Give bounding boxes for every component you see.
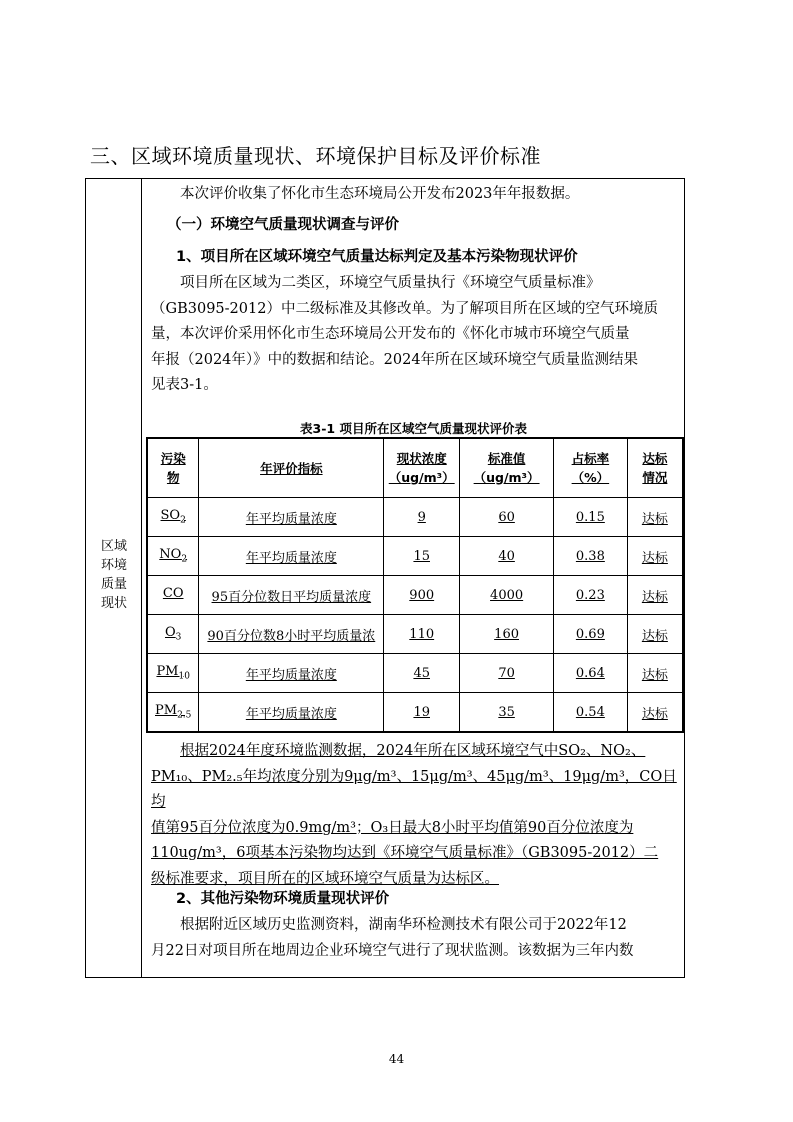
header-ratio: 占标率 （%） <box>554 438 628 498</box>
cell-standard: 160 <box>460 615 554 654</box>
cell-concentration: 15 <box>384 537 460 576</box>
cell-indicator: 90百分位数8小时平均质量浓 <box>199 615 384 654</box>
side-label-line: 质量 <box>100 577 127 592</box>
cell-standard: 70 <box>460 654 554 693</box>
cell-status: 达标 <box>627 693 683 733</box>
cell-pollutant: CO <box>147 576 199 615</box>
cell-concentration: 9 <box>384 498 460 537</box>
paragraph-line: 项目所在区域为二类区，环境空气质量执行《环境空气质量标准》 <box>180 275 601 291</box>
side-column <box>86 179 142 977</box>
section-title: 三、区域环境质量现状、环境保护目标及评价标准 <box>90 144 541 168</box>
cell-ratio: 0.15 <box>554 498 628 537</box>
side-label <box>86 537 142 613</box>
cell-concentration: 110 <box>384 615 460 654</box>
header-status: 达标 情况 <box>627 438 683 498</box>
paragraph-line: 月22日对项目所在地周边企业环境空气进行了现状监测。该数据为三年内数 <box>151 942 634 959</box>
content-frame <box>85 178 685 978</box>
paragraph-line: 110ug/m³，6项基本污染物均达到《环境空气质量标准》（GB3095-2012）二 <box>151 845 659 861</box>
cell-standard: 35 <box>460 693 554 733</box>
air-quality-table <box>146 437 684 733</box>
cell-status: 达标 <box>627 576 683 615</box>
cell-indicator: 年平均质量浓度 <box>199 537 384 576</box>
paragraph-line: 值第95百分位浓度为0.9mg/m³；O₃日最大8小时平均值第90百分位浓度为 <box>151 819 634 836</box>
paragraph-2 <box>151 739 678 892</box>
table-row <box>147 498 683 537</box>
paragraph-line: （GB3095-2012）中二级标准及其修改单。为了解项目所在区域的空气环境质 <box>151 300 658 317</box>
cell-indicator: 年平均质量浓度 <box>199 693 384 733</box>
paragraph-line: 年报（2024年）》中的数据和结论。2024年所在区域环境空气质量监测结果 <box>151 351 639 368</box>
cell-standard: 40 <box>460 537 554 576</box>
cell-indicator: 年平均质量浓度 <box>199 654 384 693</box>
cell-standard: 60 <box>460 498 554 537</box>
table-header-row <box>147 438 683 498</box>
cell-ratio: 0.23 <box>554 576 628 615</box>
table-row <box>147 693 683 733</box>
cell-pollutant: $PM_{2.5}$ <box>147 693 199 733</box>
cell-indicator: 年平均质量浓度 <box>199 498 384 537</box>
cell-ratio: 0.38 <box>554 537 628 576</box>
header-indicator: 年评价指标 <box>199 438 384 498</box>
cell-indicator: 95百分位数日平均质量浓度 <box>199 576 384 615</box>
paragraph-1 <box>151 271 678 399</box>
paragraph-3 <box>151 913 678 964</box>
cell-ratio: 0.69 <box>554 615 628 654</box>
paragraph-line: 见表3-1。 <box>151 377 218 393</box>
heading-other-pollutants: 2、其他污染物环境质量现状评价 <box>176 891 390 907</box>
heading-air-quality: （一）环境空气质量现状调查与评价 <box>167 217 399 233</box>
table-caption: 表3-1 项目所在区域空气质量现状评价表 <box>300 421 527 436</box>
table-row <box>147 537 683 576</box>
cell-pollutant: $PM_{10}$ <box>147 654 199 693</box>
paragraph-line: PM₁₀、PM₂.₅年均浓度分别为9μg/m³、15μg/m³、45μg/m³、19μg/m³，CO日均 <box>151 768 677 810</box>
cell-status: 达标 <box>627 537 683 576</box>
cell-ratio: 0.54 <box>554 693 628 733</box>
paragraph-line: 根据附近区域历史监测资料，湖南华环检测技术有限公司于2022年12 <box>180 917 627 933</box>
side-label-line: 区域 <box>100 539 127 554</box>
cell-ratio: 0.64 <box>554 654 628 693</box>
page-number: 44 <box>388 1052 405 1066</box>
intro-text: 本次评价收集了怀化市生态环境局公开发布2023年年报数据。 <box>180 186 580 202</box>
cell-concentration: 45 <box>384 654 460 693</box>
cell-pollutant: $NO_2$ <box>147 537 199 576</box>
side-label-line: 环境 <box>100 558 127 573</box>
table-row <box>147 615 683 654</box>
cell-concentration: 900 <box>384 576 460 615</box>
side-label-line: 现状 <box>100 596 127 611</box>
cell-status: 达标 <box>627 615 683 654</box>
paragraph-line: 级标准要求，项目所在的区域环境空气质量为达标区。 <box>151 870 499 887</box>
heading-attainment: 1、项目所在区域环境空气质量达标判定及基本污染物现状评价 <box>176 249 578 265</box>
cell-pollutant: $SO_2$ <box>147 498 199 537</box>
paragraph-line: 根据2024年度环境监测数据，2024年所在区域环境空气中SO₂、NO₂、 <box>180 743 646 759</box>
content-column <box>143 179 684 977</box>
header-concentration: 现状浓度 （ug/m³） <box>384 438 460 498</box>
header-pollutant: 污染 物 <box>147 438 199 498</box>
cell-concentration: 19 <box>384 693 460 733</box>
cell-standard: 4000 <box>460 576 554 615</box>
cell-status: 达标 <box>627 654 683 693</box>
cell-status: 达标 <box>627 498 683 537</box>
paragraph-line: 量，本次评价采用怀化市生态环境局公开发布的《怀化市城市环境空气质量 <box>151 326 630 342</box>
table-row <box>147 654 683 693</box>
cell-pollutant: $O_3$ <box>147 615 199 654</box>
table-row <box>147 576 683 615</box>
header-standard: 标准值 （ug/m³） <box>460 438 554 498</box>
